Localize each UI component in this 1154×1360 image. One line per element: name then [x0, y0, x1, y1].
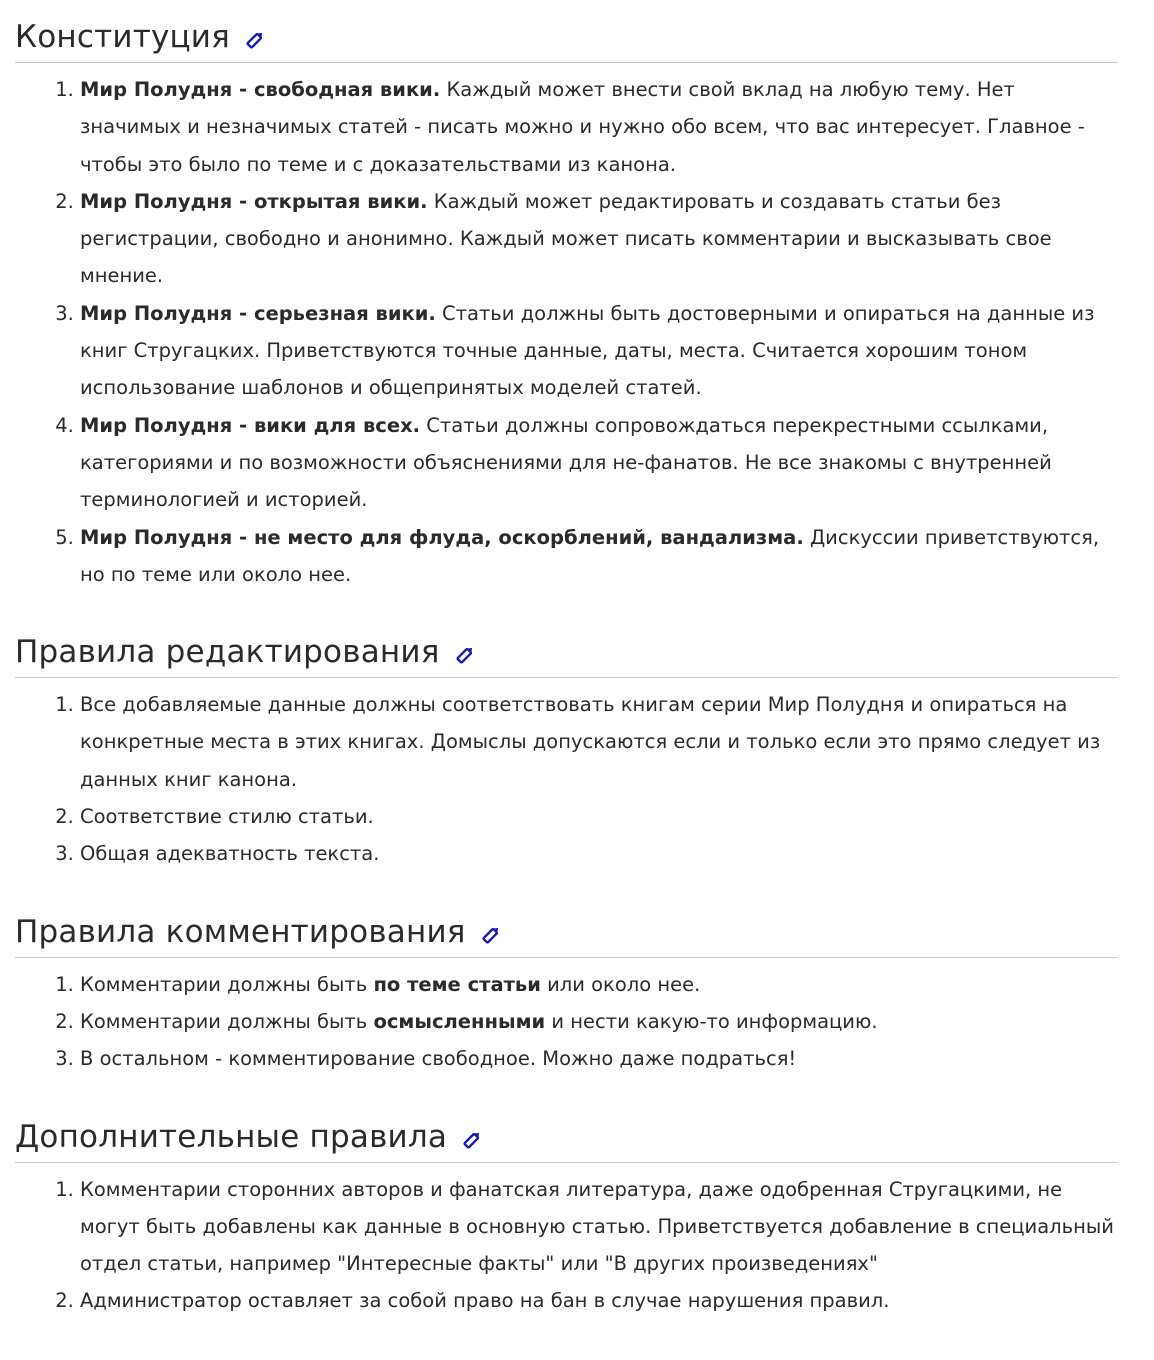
rule-text: Администратор оставляет за собой право на бан в случае нарушения правил.	[80, 1289, 890, 1313]
rule-text: Каждый может внести свой вклад на любую тему. Нет значимых и незначимых статей - писать можно и нужно обо всем, что вас интересует. Главное - чтобы это было по теме и с доказательствами из канона.	[80, 78, 1085, 176]
section-header	[15, 907, 1118, 958]
section-title: Правила комментирования	[15, 913, 466, 950]
list-item	[80, 183, 1118, 295]
list-item	[80, 798, 1118, 835]
rules-list	[15, 71, 1118, 593]
rule-text: Статьи должны быть достоверными и опираться на данные из книг Стругацких. Приветствуются точные данные, даты, места. Считается хорошим тоном использование шаблонов и общепринятых моделей статей.	[80, 301, 1095, 400]
section-constitution	[15, 12, 1118, 627]
rule-lead: Мир Полудня - вики для всех.	[80, 413, 421, 437]
list-item	[80, 1171, 1118, 1283]
rule-lead: Мир Полудня - свободная вики.	[80, 78, 441, 101]
pencil-icon[interactable]	[461, 1129, 483, 1151]
rule-text: Соответствие стилю статьи.	[80, 805, 374, 829]
list-item	[80, 1040, 1118, 1077]
list-item	[80, 966, 1118, 1003]
pencil-icon[interactable]	[244, 29, 266, 51]
rule-lead: Мир Полудня - не место для флуда, оскорблений, вандализма.	[80, 525, 804, 549]
rule-text: Дискуссии приветствуются, но по теме или около нее.	[80, 525, 1100, 586]
rule-emphasis: по теме статьи	[373, 972, 541, 996]
section-title: Правила редактирования	[15, 634, 440, 671]
section-header	[15, 12, 1118, 63]
rule-text: Комментарии должны быть	[80, 972, 374, 996]
list-item	[80, 835, 1118, 872]
rule-lead: Мир Полудня - серьезная вики.	[80, 301, 436, 325]
list-item	[80, 295, 1118, 407]
list-item	[80, 686, 1118, 798]
rule-lead: Мир Полудня - открытая вики.	[80, 189, 428, 213]
rule-text: В остальном - комментирование свободное. Можно даже подраться!	[80, 1047, 797, 1071]
section-additional-rules	[15, 1112, 1118, 1320]
list-item	[80, 1003, 1118, 1040]
pencil-icon[interactable]	[480, 924, 502, 946]
rule-text: или около нее.	[540, 972, 701, 996]
section-commenting-rules	[15, 907, 1118, 1112]
section-title: Конституция	[15, 19, 230, 55]
rule-text: Комментарии сторонних авторов и фанатская литература, даже одобренная Стругацкими, не могут быть добавлены как данные в основную статью. Приветствуется добавление в специальный отдел статьи, например "Интересные факты" или "В других произведениях"	[80, 1177, 1114, 1276]
section-header	[15, 1112, 1118, 1163]
rule-text: Общая адекватность текста.	[80, 842, 380, 866]
rule-text: Статьи должны сопровождаться перекрестными ссылками, категориями и по возможности объяснениями для не-фанатов. Не все знакомы с внутренней терминологией и историей.	[80, 413, 1052, 512]
pencil-icon[interactable]	[454, 644, 476, 666]
list-item	[80, 1282, 1118, 1319]
list-item	[80, 407, 1118, 519]
list-item	[80, 519, 1118, 594]
section-editing-rules	[15, 627, 1118, 906]
rules-list	[15, 686, 1118, 872]
rule-text: Каждый может редактировать и создавать статьи без регистрации, свободно и анонимно. Каждый может писать комментарии и высказывать свое мнение.	[80, 189, 1052, 288]
rule-text: и нести какую-то информацию.	[545, 1009, 878, 1033]
rules-list	[15, 966, 1118, 1078]
section-title: Дополнительные правила	[15, 1118, 448, 1155]
rules-list	[15, 1171, 1118, 1320]
rule-text: Комментарии должны быть	[80, 1009, 374, 1033]
section-header	[15, 627, 1118, 678]
rule-text: Все добавляемые данные должны соответствовать книгам серии Мир Полудня и опираться на конкретные места в этих книгах. Домыслы допускаются если и только если это прямо следует из данных книг канона.	[80, 693, 1101, 791]
rule-emphasis: осмысленными	[373, 1009, 546, 1033]
list-item	[80, 71, 1118, 183]
